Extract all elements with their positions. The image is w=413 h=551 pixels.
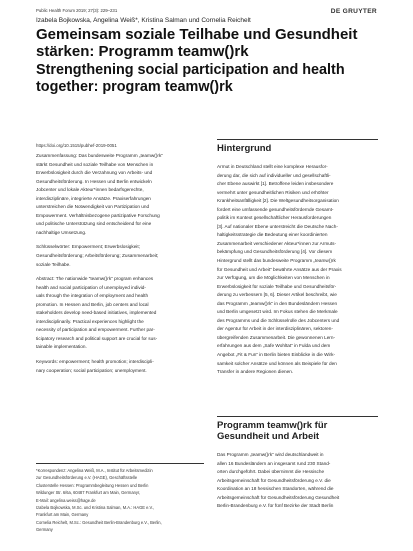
- footnote-line: Germany: [36, 527, 53, 533]
- text-line: erfahrungen aus dem „Safe Wohltat“ in Fulda und dem: [217, 343, 331, 349]
- text-line: nary cooperation; social participation; unemployment.: [36, 367, 147, 373]
- text-line: samkeit solcher Ansätze und können als Beispiele für den: [217, 360, 337, 366]
- text-line: interdisziplinäre, integrierte Ansätze. Praxiserfahrungen: [36, 195, 151, 201]
- left-column: [36, 152, 206, 375]
- text-line: bekämpfung und Gesundheitsförderung [4]. Vor diesem: [217, 249, 333, 255]
- doi-link[interactable]: https://doi.org/10.1515/pubhef-2019-0051: [36, 143, 117, 148]
- text-line: Arbeitsgemeinschaft für Gesundheitsförderung e.V. die: [217, 477, 331, 483]
- text-line: Koordination an 18 hessischen Standorten, während die: [217, 486, 334, 492]
- section-divider-top: [217, 139, 378, 140]
- footnote-line: Frankfurt am Main, Germany: [36, 512, 89, 518]
- text-line: Schlüsselwörter: Empowerment; Erwerbslosigkeit;: [36, 244, 140, 250]
- text-line: und politische Unterstützung sind entscheidend für eine: [36, 221, 152, 227]
- section-heading-programm: Programm teamw()rk für Gesundheit und Arbeit: [217, 420, 328, 442]
- text-line: necessity of participation and empowerment. Further par-: [36, 327, 155, 333]
- text-line: der Agentur für Arbeit in der interdisziplinären, sektoren-: [217, 326, 333, 332]
- text-line: [3]. Auf nationaler Ebene unterstreicht die Deutsche Nach-: [217, 223, 338, 229]
- footnote-line: *Korrespondenz: Angelina Weiß, M.A., Institut für Arbeitsmedizin: [36, 468, 153, 473]
- text-line: Angebot „Fit & Fun“ in Berlin bieten Einblicke in die Wirk-: [217, 352, 336, 358]
- text-line: Hintergrund stellt das bundesweite Programm „teamw()rk: [217, 258, 336, 264]
- section-background: [217, 143, 378, 377]
- text-line: health and social participation of unemployed individ-: [36, 284, 146, 290]
- text-line: des Programms und die Schlüsselrolle des Jobcenters und: [217, 317, 340, 323]
- text-line: soziale Teilhabe.: [36, 261, 71, 267]
- footnote-divider: [36, 463, 204, 464]
- keywords-german: [36, 243, 206, 269]
- section-program: [217, 420, 378, 511]
- text-line: Arbeitsgemeinschaft für Gesundheitsförderung Gesundheit: [217, 494, 340, 500]
- section-heading-hintergrund: Hintergrund: [217, 143, 272, 154]
- text-line: haltigkeitsstrategie die Bedeutung einer koordinierten: [217, 232, 328, 238]
- text-line: politik im Kontext gesellschaftlicher Herausforderungen: [217, 215, 332, 221]
- text-line: Abstract: The nationwide “teamw()rk” program enhances: [36, 276, 154, 282]
- text-line: Jobcenter und lokale Akteur*innen bedarfsgerechte,: [36, 187, 144, 193]
- text-line: Empowerment. Verhältnisbezogene partizipative Forschung: [36, 212, 160, 218]
- program-paragraph: [217, 451, 378, 511]
- text-line: Transfer in andere Regionen dienen.: [217, 369, 294, 375]
- text-line: Erwerbslosigkeit durch die Verzahnung von Arbeits- und: [36, 170, 153, 176]
- text-line: nachhaltige Umsetzung.: [36, 229, 87, 235]
- text-line: unterstreichen die Notwendigkeit von Partizipation und: [36, 204, 150, 210]
- text-line: allen 16 Bundesländern an insgesamt rund 230 Stand-: [217, 460, 331, 466]
- text-line: derung zu verbessern [5, 6]. Dieser Artikel beschreibt, wie: [217, 292, 337, 298]
- article-title-english: Strengthening social participation and health together: program teamw()rk: [36, 62, 345, 95]
- footnote-line: zur Gesundheitsförderung e.V. (HAGE), Geschäftsstelle: [36, 475, 138, 481]
- abstract-german: [36, 152, 206, 237]
- footnote-line: E-Mail: angelina.weiss@hage.de: [36, 497, 96, 503]
- text-line: Das Programm „teamw()rk“ wird deutschlandweit in: [217, 452, 324, 457]
- text-line: fordert eine umfassende gesundheitsfördernde Gesamt-: [217, 206, 334, 212]
- author-footnotes: [36, 467, 204, 534]
- text-line: Berlin-Brandenburg e.V. für fünf Bezirke der Stadt Berlin: [217, 503, 334, 509]
- text-line: stakeholders develop need-based initiatives, implemented: [36, 310, 157, 316]
- text-line: übergreifenden Zusammenarbeit. Die gewonnenen Lern-: [217, 334, 336, 340]
- text-line: Erwerbslosigkeit für soziale Teilhabe und Gesundheitsför-: [217, 283, 337, 289]
- footnote-line: Cornelia Reichelt, M.Sc.: Gesundheit Berlin-Brandenburg e.V., Berlin,: [36, 519, 162, 525]
- footnote-lines: [36, 467, 204, 534]
- text-line: und Berlin umgesetzt wird. Im Fokus stehen die Merkmale: [217, 309, 338, 315]
- text-line: interdisciplinarily. Practical experiences highlight the: [36, 318, 144, 324]
- text-line: vermehrt unter gesundheitlichen Risiken und erhöhter: [217, 189, 329, 195]
- text-line: Zusammenfassung: Das bundesweite Programm „teamw()rk“: [36, 153, 163, 158]
- text-line: zur Verfügung, um die Möglichkeiten von Menschen in: [217, 275, 330, 281]
- publisher-logo: DE GRUYTER: [330, 8, 377, 15]
- text-line: ticipatory research and political support are crucial for sus-: [36, 335, 158, 341]
- article-title-german: Gemeinsam soziale Teilhabe und Gesundheit stärken: Programm teamw()rk: [36, 26, 358, 60]
- text-line: promotion. In Hessen and Berlin, job centers and local: [36, 301, 149, 307]
- text-line: tainable implementation.: [36, 344, 87, 350]
- text-line: uals through the integration of employment and health: [36, 293, 149, 299]
- footnote-line: Izabela Bojkowska, M.Sc. und Kristina Salman, M.A.: HAGE e.V.,: [36, 505, 155, 511]
- text-line: für Gesundheit und Arbeit“ bewährte Ansätze aus der Praxis: [217, 266, 342, 272]
- author-list: Izabela Bojkowska, Angelina Weiß*, Kristina Salman und Cornelia Reichelt: [36, 17, 251, 24]
- footnote-line: Wildunger Str. 6/6a, 60487 Frankfurt am Main, Germanyr,: [36, 490, 141, 496]
- text-line: Zusammenarbeit verschiedener Akteur*innen zur Armuts-: [217, 240, 337, 246]
- keywords-english: [36, 358, 206, 375]
- text-line: Gesundheitsförderung. In Hessen und Berlin entwickeln: [36, 178, 152, 184]
- text-line: derung dar, die sich auf individueller und gesellschaftli-: [217, 172, 331, 178]
- background-paragraph: [217, 163, 378, 377]
- text-line: orten durchgeführt. Dabei übernimmt die Hessische: [217, 469, 325, 475]
- text-line: cher Ebene auswirkt [1]. Betroffene leiden insbesondere: [217, 181, 334, 187]
- section-divider-middle: [217, 416, 378, 417]
- text-line: Armut in Deutschland stellt eine komplexe Herausfor-: [217, 164, 328, 169]
- text-line: Gesundheitsförderung; Arbeitsförderung; Zusammenarbeit;: [36, 253, 159, 259]
- footnote-line: Clusterstelle Hessen: Programmbegleitung Hessen und Berlin: [36, 482, 149, 488]
- text-line: Krankheitsanfälligkeit [2]. Die Weltgesundheitsorganisation: [217, 198, 339, 204]
- journal-citation: Public Health Forum 2019; 27(3): 229–231: [36, 8, 118, 13]
- text-line: stärkt Gesundheit und soziale Teilhabe von Menschen in: [36, 161, 154, 167]
- abstract-english: [36, 275, 206, 352]
- text-line: Keywords: empowerment; health promotion; interdiscipli-: [36, 359, 154, 365]
- text-line: das Programm „teamw()rk“ in den Bundesländern Hessen: [217, 300, 338, 306]
